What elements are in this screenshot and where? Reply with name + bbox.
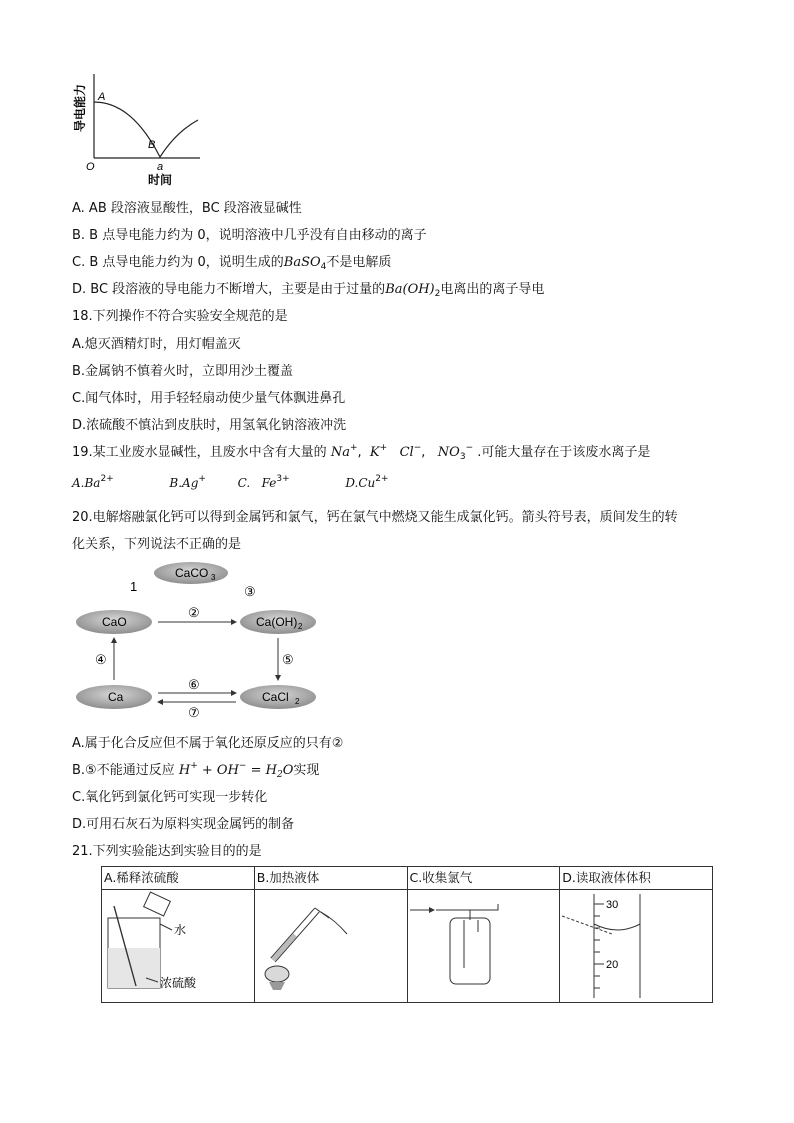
q21-image-b — [254, 890, 407, 1003]
q19-option-d: D.Cu — [345, 476, 376, 490]
scale-30: 30 — [606, 899, 619, 911]
q19-stem: 19.某工业废水显碱性，且废水中含有大量的 Na+, K+ Cl−, $NO_3^-$ .可能大量存在于该废水离子是 — [72, 443, 651, 462]
calcium-cycle-diagram — [72, 560, 332, 720]
q19-stem-post: .可能大量存在于该废水离子是 — [477, 445, 651, 460]
q21-stem: 21.下列实验能达到实验目的的是 — [72, 844, 262, 859]
graph-xlabel: 时间 — [148, 173, 173, 187]
q17-option-a: A. AB 段溶液显酸性，BC 段溶液显碱性 — [72, 201, 302, 216]
svg-text:②: ② — [188, 605, 200, 620]
scale-20: 20 — [606, 959, 619, 971]
svg-text:Ca(OH): Ca(OH) — [256, 615, 298, 629]
q18-stem: 18.下列操作不符合实验安全规范的是 — [72, 309, 288, 324]
conductivity-graph — [72, 62, 212, 192]
q19-option-c-ion: Fe — [261, 476, 277, 490]
q17-d-pre: D. BC 段溶液的导电能力不断增大，主要是由于过量的 — [72, 282, 386, 297]
q21-image-c — [407, 890, 560, 1003]
svg-text:⑥: ⑥ — [188, 677, 200, 692]
q21-header-b: B.加热液体 — [254, 867, 407, 890]
q21-header-c: C.收集氯气 — [407, 867, 560, 890]
ion-no3: NO — [437, 445, 460, 460]
label-acid: 浓硫酸 — [160, 976, 197, 990]
q18-option-a: A.熄灭酒精灯时，用灯帽盖灭 — [72, 337, 241, 352]
q20-option-b: B.⑤不能通过反应 $H^+ + OH^- = H_2O$实现 — [72, 761, 320, 780]
q20-option-c: C.氧化钙到氯化钙可实现一步转化 — [72, 790, 268, 805]
svg-text:CaO: CaO — [102, 615, 127, 629]
graph-ylabel: 导电能力 — [73, 83, 87, 132]
q21-header-a: A.稀释浓硫酸 — [102, 867, 255, 890]
q19-option-b: B.Ag — [169, 476, 199, 490]
q17-option-c — [72, 251, 391, 272]
svg-text:2: 2 — [295, 697, 300, 706]
svg-text:Ca: Ca — [108, 690, 124, 704]
q17-c-sub: 4 — [320, 262, 327, 272]
q18-option-c: C.闻气体时，用手轻轻扇动使少量气体飘进鼻孔 — [72, 391, 346, 406]
q20-option-a: A.属于化合反应但不属于氧化还原反应的只有② — [72, 736, 344, 751]
q17-c-formula: BaSO — [283, 255, 321, 270]
q19-options: $A.Ba^{2+}$ B.Ag+ C. $Fe^{3+}$ $D.Cu^{2+}$ — [72, 474, 389, 490]
q18-option-b: B.金属钠不慎着火时，立即用沙土覆盖 — [72, 364, 294, 379]
svg-text:3: 3 — [211, 573, 216, 582]
q21-header-d: D.读取液体体积 — [560, 867, 713, 890]
q20-stem-line2: 化关系，下列说法不正确的是 — [72, 537, 242, 552]
svg-text:③: ③ — [244, 584, 256, 599]
ion-cl: Cl — [399, 445, 414, 460]
q17-option-d — [72, 278, 544, 299]
graph-origin: O — [86, 161, 95, 173]
ion-k: K — [369, 445, 380, 460]
graph-point-b: B — [148, 139, 156, 151]
q21-image-d — [560, 890, 713, 1003]
q17-d-sub: 2 — [434, 289, 441, 299]
q17-d-formula: Ba(OH) — [385, 282, 435, 297]
q17-c-post: 不是电解质 — [326, 255, 392, 270]
q20-stem-line1: 20.电解熔融氯化钙可以得到金属钙和氯气，钙在氯气中燃烧又能生成氯化钙。箭头符号表，质间发生的转 — [72, 510, 678, 525]
q19-stem-pre: 19.某工业废水显碱性，且废水中含有大量的 — [72, 445, 327, 460]
q20-option-d: D.可用石灰石为原料实现金属钙的制备 — [72, 817, 295, 832]
q17-c-pre: C. B 点导电能力约为 0，说明生成的 — [72, 255, 284, 270]
q21-image-a — [102, 890, 255, 1003]
q17-option-b: B. B 点导电能力约为 0，说明溶液中几乎没有自由移动的离子 — [72, 228, 427, 243]
graph-a-label: a — [157, 161, 164, 173]
svg-text:2: 2 — [298, 622, 303, 631]
ion-na: Na — [330, 445, 350, 460]
svg-text:⑤: ⑤ — [282, 652, 294, 667]
q18-option-d: D.浓硫酸不慎沾到皮肤时，用氢氧化钠溶液冲洗 — [72, 418, 347, 433]
q17-d-post: 电离出的离子导电 — [440, 282, 545, 297]
q21-table — [101, 866, 713, 1003]
svg-text:⑦: ⑦ — [188, 705, 200, 720]
svg-text:CaCl: CaCl — [262, 690, 289, 704]
svg-text:④: ④ — [95, 652, 107, 667]
q19-option-c: C. — [237, 476, 251, 490]
q19-option-a: A.Ba — [72, 476, 101, 490]
graph-point-a: A — [98, 91, 106, 103]
svg-text:1: 1 — [130, 579, 138, 594]
svg-text:CaCO: CaCO — [175, 566, 209, 580]
label-water: 水 — [174, 923, 187, 937]
